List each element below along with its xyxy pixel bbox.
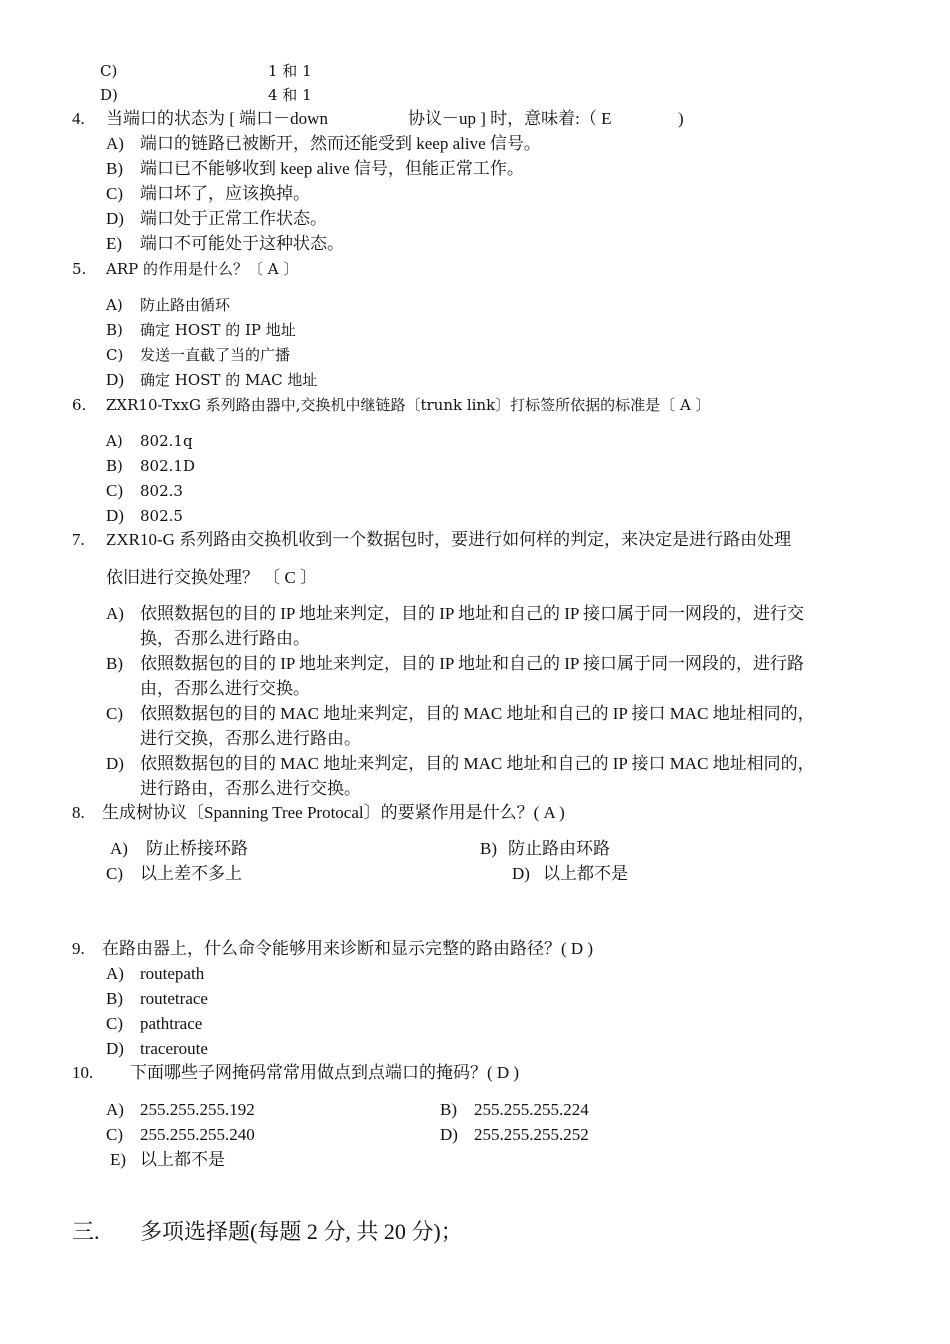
q5-option-text: 发送一直截了当的广播 [140, 346, 291, 364]
q3-option-c-value: 1 和 1 [268, 62, 312, 80]
q4-number: 4. [72, 109, 85, 128]
q5-option-letter: C) [106, 346, 124, 364]
q8-option-letter: D) [512, 864, 530, 883]
q3-option-d-value: 4 和 1 [268, 86, 312, 104]
q4-stem-close: ) [678, 109, 684, 128]
q7-option-text-line2: 进行交换，否那么进行路由。 [140, 729, 361, 748]
q4-option-letter: A) [106, 134, 124, 153]
q7-option-letter: C) [106, 704, 123, 723]
q6-option-letter: A) [106, 432, 123, 450]
q10-option-letter: D) [440, 1125, 458, 1144]
q6-option-text: 802.1q [140, 432, 193, 450]
q7-option-text-line2: 由，否那么进行交换。 [140, 679, 310, 698]
q10-option-text: 以上都不是 [140, 1150, 225, 1169]
q4-option-text: 端口的链路已被断开，然而还能受到 keep alive 信号。 [140, 134, 541, 153]
q8-option-letter: A) [110, 839, 128, 858]
q3-option-d-letter: D) [100, 86, 118, 104]
q10-option-text: 255.255.255.224 [474, 1100, 589, 1119]
q7-option-text-line1: 依照数据包的目的 MAC 地址来判定，目的 MAC 地址和自己的 IP 接口 MAC 地址相同的， [140, 704, 815, 723]
q10-option-text: 255.255.255.192 [140, 1100, 255, 1119]
q10-option-text: 255.255.255.240 [140, 1125, 255, 1144]
q6-number: 6. [72, 396, 87, 414]
q7-option-text-line1: 依照数据包的目的 MAC 地址来判定，目的 MAC 地址和自己的 IP 接口 MAC 地址相同的， [140, 754, 815, 773]
q4-option-letter: E) [106, 234, 123, 253]
q10-option-letter: C) [106, 1125, 123, 1144]
q4-option-text: 端口不可能处于这种状态。 [140, 234, 344, 253]
q10-option-letter: E) [110, 1150, 127, 1169]
q7-number: 7. [72, 530, 85, 549]
q5-option-letter: A) [106, 296, 123, 314]
q5-option-text: 确定 HOST 的 MAC 地址 [140, 371, 318, 389]
q4-option-letter: C) [106, 184, 123, 203]
q8-option-letter: C) [106, 864, 123, 883]
q7-stem-line2: 依旧进行交换处理？ 〔 C 〕 [106, 568, 318, 587]
q9-stem: 在路由器上，什么命令能够用来诊断和显示完整的路由路径？( D ) [102, 939, 594, 958]
q4-option-text: 端口已不能够收到 keep alive 信号，但能正常工作。 [140, 159, 524, 178]
q9-option-letter: B) [106, 989, 123, 1008]
q3-option-c-letter: C) [100, 62, 118, 80]
q8-option-letter: B) [480, 839, 497, 858]
q10-stem: 下面哪些子网掩码常常用做点到点端口的掩码？( D ) [130, 1063, 520, 1082]
q9-option-text: pathtrace [140, 1014, 203, 1033]
q4-option-letter: D) [106, 209, 124, 228]
q7-option-text-line2: 换，否那么进行路由。 [140, 629, 310, 648]
q10-option-letter: B) [440, 1100, 457, 1119]
q8-number: 8. [72, 803, 85, 822]
q5-option-letter: D) [106, 370, 124, 389]
q9-option-letter: D) [106, 1039, 124, 1058]
q10-option-text: 255.255.255.252 [474, 1125, 589, 1144]
q4-option-letter: B) [106, 159, 123, 178]
q8-option-text: 以上差不多上 [140, 864, 242, 883]
q8-option-text: 防止桥接环路 [146, 839, 248, 858]
section-number: 三. [72, 1219, 100, 1244]
q8-option-text: 以上都不是 [543, 864, 628, 883]
q4-stem-part2: 协议－up ] 时，意味着:（ E [408, 109, 612, 128]
q9-option-letter: C) [106, 1014, 123, 1033]
q6-option-text: 802.1D [140, 457, 195, 475]
q5-option-letter: B) [106, 321, 123, 339]
q10-number: 10. [72, 1063, 94, 1082]
q4-stem-part1: 当端口的状态为 [ 端口－down [106, 109, 328, 128]
q7-option-text-line1: 依照数据包的目的 IP 地址来判定，目的 IP 地址和自己的 IP 接口属于同一网段的，进行路 [140, 654, 804, 673]
q9-number: 9. [72, 939, 85, 958]
q10-option-letter: A) [106, 1100, 124, 1119]
q6-option-letter: D) [106, 506, 124, 525]
q9-option-text: traceroute [140, 1039, 208, 1058]
q6-option-text: 802.3 [140, 482, 183, 500]
q8-stem: 生成树协议〔Spanning Tree Protocal〕的要紧作用是什么？( A ) [102, 803, 565, 822]
q9-option-letter: A) [106, 964, 124, 983]
section-title: 多项选择题(每题 2 分, 共 20 分)； [140, 1219, 463, 1244]
q8-option-text: 防止路由环路 [508, 839, 610, 858]
q5-number: 5. [72, 260, 87, 278]
q9-option-text: routetrace [140, 989, 208, 1008]
q7-option-letter: D) [106, 754, 124, 773]
q6-option-letter: B) [106, 457, 123, 475]
q9-option-text: routepath [140, 964, 205, 983]
q7-option-text-line1: 依照数据包的目的 IP 地址来判定，目的 IP 地址和自己的 IP 接口属于同一网段的，进行交 [140, 604, 804, 623]
q7-option-letter: A) [106, 604, 124, 623]
q5-option-text: 确定 HOST 的 IP 地址 [140, 321, 296, 339]
q7-option-text-line2: 进行路由，否那么进行交换。 [140, 779, 361, 798]
q4-option-text: 端口坏了，应该换掉。 [140, 184, 310, 203]
q7-option-letter: B) [106, 654, 123, 673]
q6-stem: ZXR10-TxxG 系列路由器中,交换机中继链路〔trunk link〕打标签所依据的标准是〔 A 〕 [106, 396, 711, 414]
q4-option-text: 端口处于正常工作状态。 [140, 209, 327, 228]
q7-stem-line1: ZXR10-G 系列路由交换机收到一个数据包时，要进行如何样的判定，来决定是进行路由处理 [106, 530, 792, 549]
q6-option-text: 802.5 [140, 507, 183, 525]
q6-option-letter: C) [106, 481, 123, 500]
q5-option-text: 防止路由循环 [140, 296, 231, 314]
q5-stem: ARP 的作用是什么？〔 A 〕 [106, 260, 299, 278]
